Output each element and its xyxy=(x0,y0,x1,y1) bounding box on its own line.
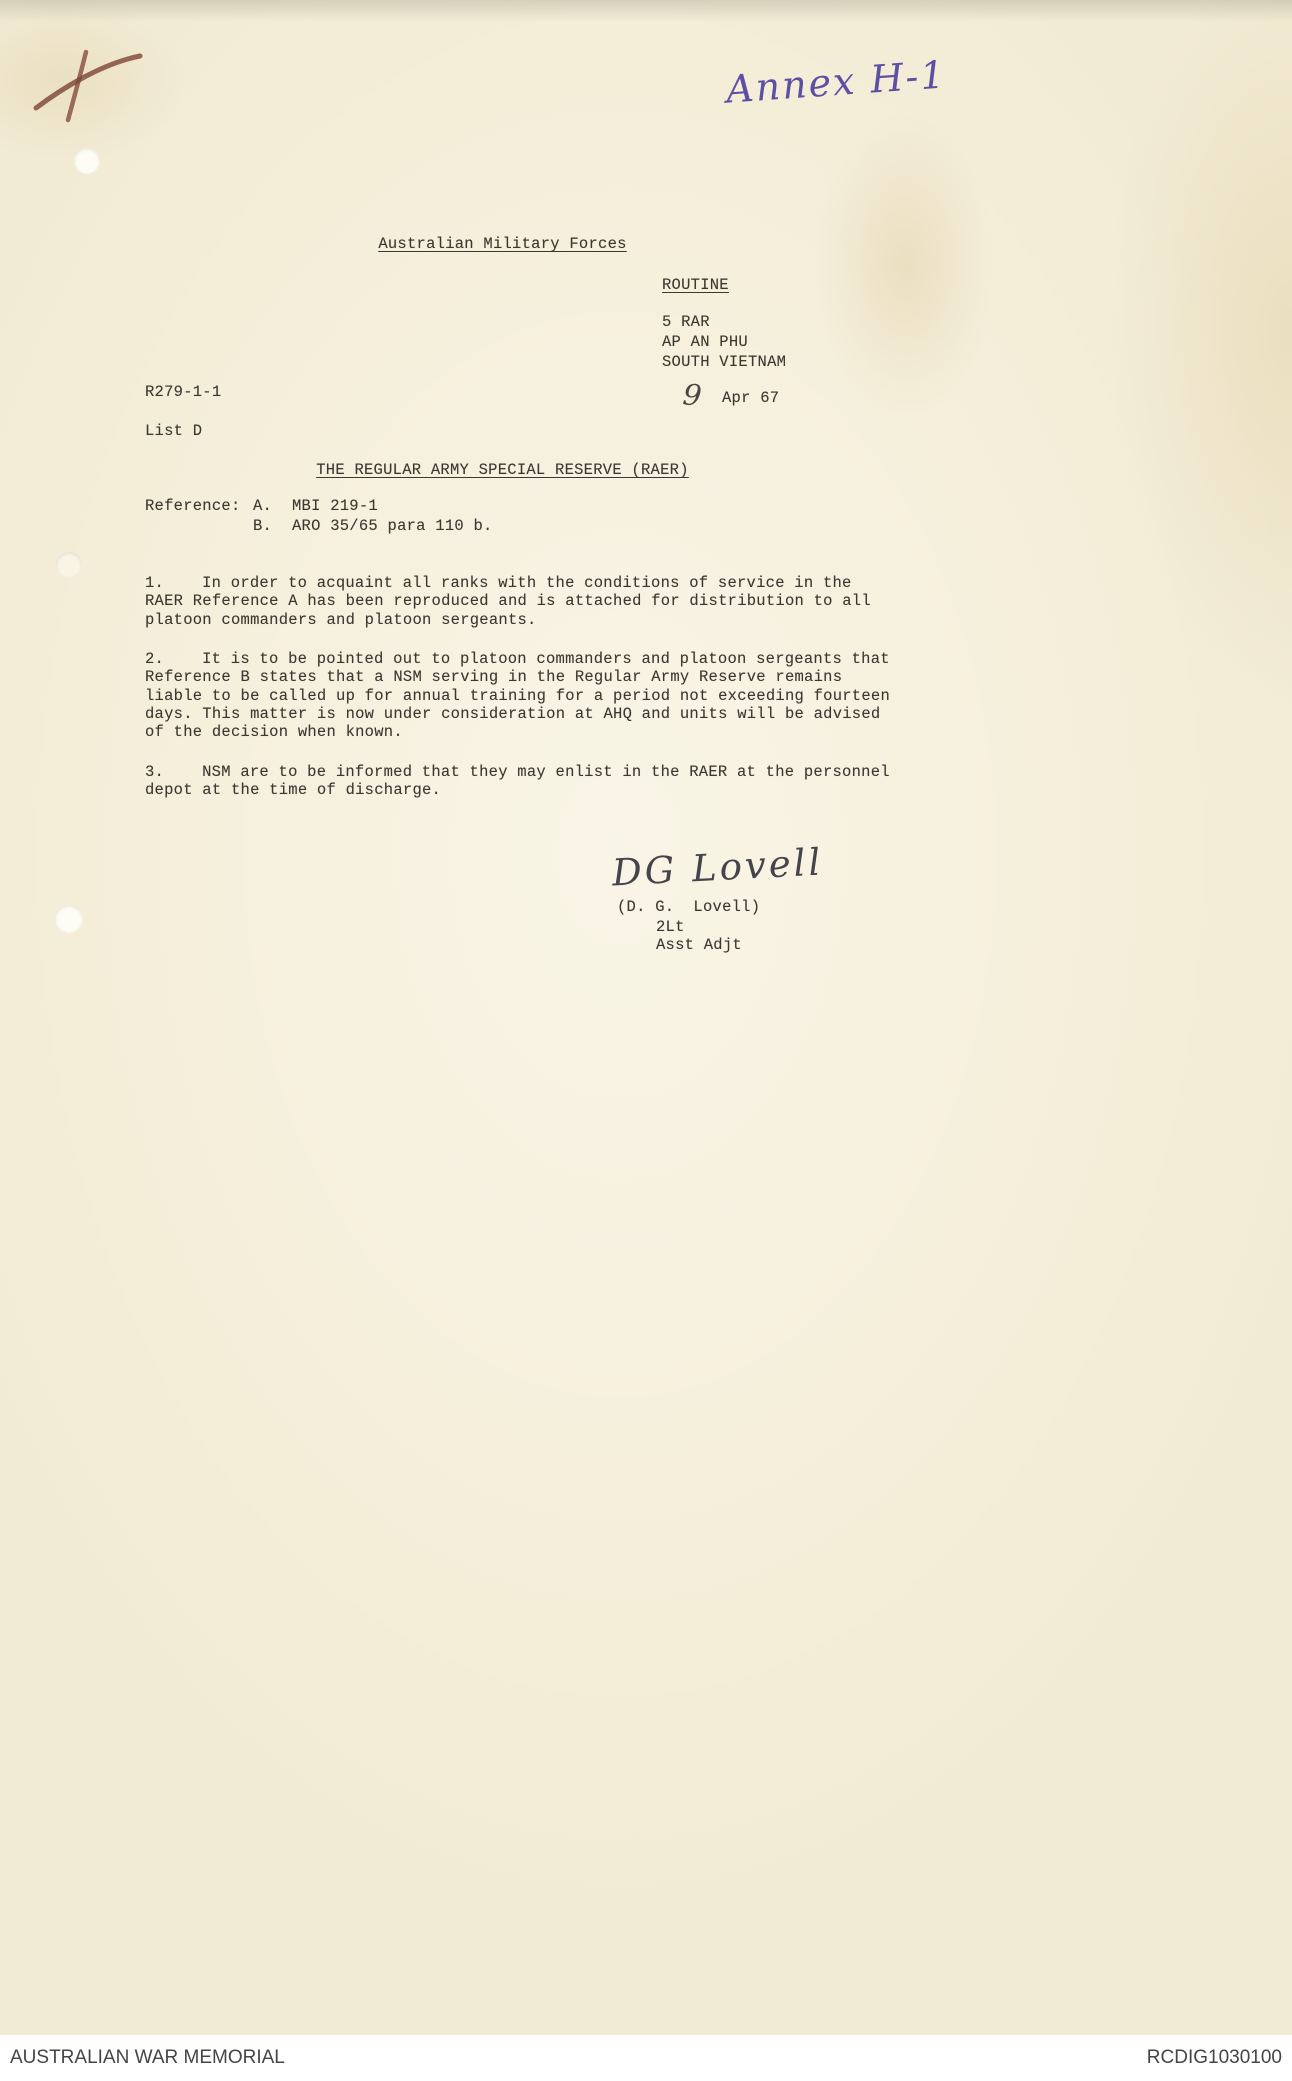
paragraph xyxy=(145,574,893,629)
archive-footer-bar xyxy=(0,2035,1292,2081)
punch-hole xyxy=(55,905,83,933)
archive-name: AUSTRALIAN WAR MEMORIAL xyxy=(10,2047,285,2068)
file-reference: R279-1-1 xyxy=(145,383,222,401)
unit-line: AP AN PHU xyxy=(662,333,748,351)
typed-date: Apr 67 xyxy=(722,389,780,407)
pen-scribble-icon xyxy=(28,46,148,126)
reference-label: Reference: xyxy=(145,497,241,515)
priority-label: ROUTINE xyxy=(662,276,729,294)
paragraph-number: 2. xyxy=(145,650,165,668)
unit-line: 5 RAR xyxy=(662,313,710,331)
list-label: List D xyxy=(145,422,203,440)
document-title: THE REGULAR ARMY SPECIAL RESERVE (RAER) xyxy=(316,461,689,479)
paragraph-number: 1. xyxy=(145,574,165,592)
reference-id: A. xyxy=(253,497,273,515)
punch-hole xyxy=(74,148,100,174)
org-heading: Australian Military Forces xyxy=(378,235,627,253)
reference-text: ARO 35/65 para 110 b. xyxy=(292,517,493,535)
scan-edge-shadow xyxy=(0,0,1292,22)
reference-id: B. xyxy=(253,517,273,535)
punch-hole xyxy=(56,552,82,578)
unit-line: SOUTH VIETNAM xyxy=(662,353,787,371)
paragraph-text: In order to acquaint all ranks with the conditions of service in the RAER Reference A has been reproduced and is attached for distribution to all platoon commanders and platoon sergeants. xyxy=(145,574,871,629)
paragraph xyxy=(145,763,893,800)
paragraph-text: NSM are to be informed that they may enlist in the RAER at the personnel depot at the time of discharge. xyxy=(145,763,890,800)
archive-record-id: RCDIG1030100 xyxy=(1146,2047,1282,2068)
handwritten-signature: DG Lovell xyxy=(611,840,825,895)
reference-text: MBI 219-1 xyxy=(292,497,378,515)
handwritten-date-day: 9 xyxy=(681,377,704,413)
signature-title: Asst Adjt xyxy=(656,936,742,954)
paragraph-number: 3. xyxy=(145,763,165,781)
signature-name: (D. G. Lovell) xyxy=(617,898,761,916)
signature-rank: 2Lt xyxy=(656,918,685,936)
paragraph-text: It is to be pointed out to platoon commanders and platoon sergeants that Reference B states that a NSM serving in the Regular Army Reserve remains liable to be called up for annual training for a period not exceeding fourteen days. This matter is now under consideration at AHQ and units will be advised of the decision when known. xyxy=(145,650,891,742)
paragraph xyxy=(145,650,893,741)
handwritten-annex-annotation: Annex H-1 xyxy=(724,52,948,112)
